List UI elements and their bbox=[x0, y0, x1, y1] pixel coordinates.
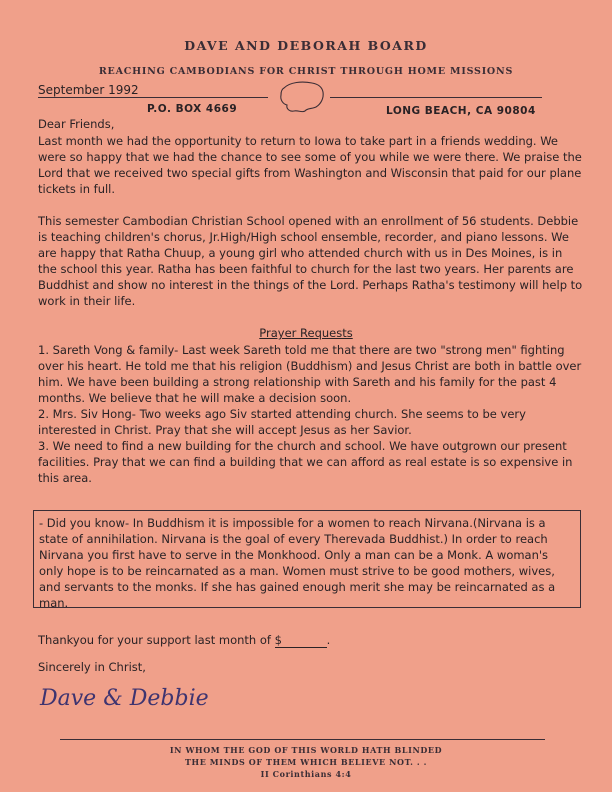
footer-rule bbox=[60, 739, 545, 740]
greeting: Dear Friends, bbox=[38, 117, 115, 131]
letterhead-tagline: REACHING CAMBODIANS FOR CHRIST THROUGH HOME MISSIONS bbox=[98, 66, 514, 77]
signature: Dave & Debbie bbox=[40, 686, 209, 711]
thanks-text: Thankyou for your support last month of bbox=[38, 633, 271, 647]
prayer-request-item: 3. We need to find a new building for the church and school. We have outgrown our present facilities. Pray that we can find a building that we can afford as real estate is so expensive in this area. bbox=[38, 439, 573, 485]
closing-sincerely: Sincerely in Christ, bbox=[38, 660, 146, 674]
thanks-period: . bbox=[326, 633, 331, 647]
footer-line-3: II Corinthians 4:4 bbox=[260, 769, 352, 779]
paragraph-school: This semester Cambodian Christian School opened with an enrollment of 56 students. Debbie is teaching children's chorus, Jr.High/High school ensemble, recorder, and piano lessons. We are happy that Ratha Chuup, a young girl who attended church with us in Des Moines, is in the school this year. Ratha has been faithful to church for the last two years. Her parents are Buddhist and show no interest in the things of the Lord. Perhaps Ratha's testimony will help to work in their life. bbox=[38, 214, 583, 308]
letterhead-names: DAVE AND DEBORAH BOARD bbox=[184, 38, 428, 53]
cambodia-map-icon bbox=[276, 80, 328, 114]
footer-line-2: THE MINDS OF THEM WHICH BELIEVE NOT. . . bbox=[184, 757, 428, 767]
did-you-know-text: - Did you know- In Buddhism it is impossible for a women to reach Nirvana.(Nirvana is a state of annihilation. Nirvana is the goal of every Therevada Buddhist.) In order to reach Nirvana you first have to serve in the Monkhood. Only a man can be a Monk. A woman's only hope is to be reincarnated as a man. Women must strive to be good mothers, wives, and servants to the monks. If she has gained enough merit she may be reincarnated as a man. bbox=[39, 516, 556, 610]
date-rule bbox=[38, 97, 268, 98]
footer-line-1: IN WHOM THE GOD OF THIS WORLD HATH BLINDED bbox=[169, 745, 443, 755]
letter-date: September 1992 bbox=[38, 83, 139, 97]
prayer-request-item: 1. Sareth Vong & family- Last week Sareth told me that there are two "strong men" fighting over his heart. He told me that his religion (Buddhism) and Jesus Christ are both in battle over him. We have been building a strong relationship with Sareth and his family for the past 4 months. We believe that he will make a decision soon. bbox=[38, 343, 582, 405]
prayer-requests-title: Prayer Requests bbox=[259, 326, 353, 340]
prayer-requests-list bbox=[38, 342, 583, 486]
thanks-line bbox=[38, 633, 330, 648]
address-rule bbox=[330, 97, 542, 98]
footer-verse bbox=[0, 744, 612, 780]
paragraph-iowa-trip: Last month we had the opportunity to return to Iowa to take part in a friends wedding. We were so happy that we had the chance to see some of you while we were there. We praise the Lord that we received two special gifts from Washington and Wisconsin that paid for our plane tickets in full. bbox=[38, 134, 582, 196]
po-box: P.O. BOX 4669 bbox=[147, 103, 238, 115]
amount-blank bbox=[275, 633, 327, 648]
dollar-sign: $ bbox=[274, 633, 282, 647]
did-you-know-box bbox=[33, 510, 581, 608]
prayer-request-item: 2. Mrs. Siv Hong- Two weeks ago Siv started attending church. She seems to be very interested in Christ. Pray that she will accept Jesus as her Savior. bbox=[38, 407, 526, 437]
city-address: LONG BEACH, CA 90804 bbox=[386, 105, 536, 117]
